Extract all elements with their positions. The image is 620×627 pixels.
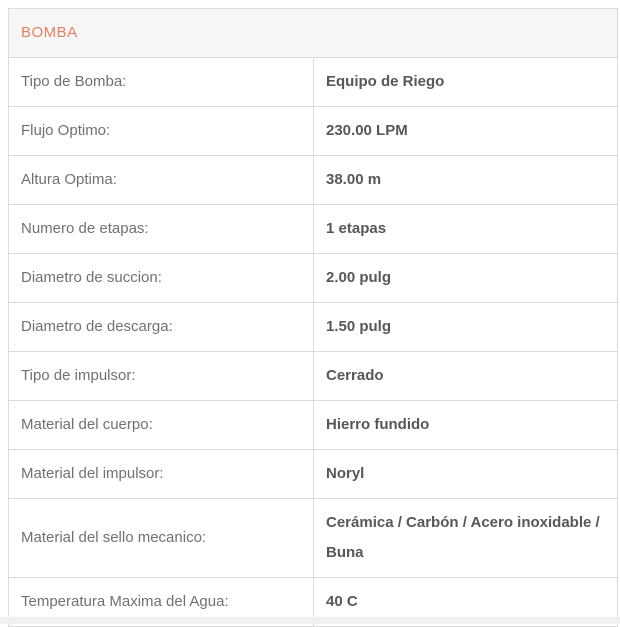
spec-value: Equipo de Riego (314, 58, 618, 107)
spec-label: Tipo de impulsor: (9, 352, 314, 401)
spec-value: 230.00 LPM (314, 107, 618, 156)
table-row (9, 303, 618, 352)
spec-value: Cerrado (314, 352, 618, 401)
spec-value: Noryl (314, 450, 618, 499)
spec-label: Material del sello mecanico: (9, 499, 314, 578)
spec-label: Diametro de descarga: (9, 303, 314, 352)
pump-spec-panel (8, 8, 617, 627)
spec-value: 40 C (314, 578, 618, 627)
table-row (9, 107, 618, 156)
table-row (9, 156, 618, 205)
spec-value: Hierro fundido (314, 401, 618, 450)
spec-label: Material del impulsor: (9, 450, 314, 499)
table-row (9, 450, 618, 499)
spec-label: Material del cuerpo: (9, 401, 314, 450)
spec-value: 1 etapas (314, 205, 618, 254)
spec-label: Altura Optima: (9, 156, 314, 205)
spec-label: Diametro de succion: (9, 254, 314, 303)
spec-value: 2.00 pulg (314, 254, 618, 303)
table-row (9, 254, 618, 303)
table-row (9, 499, 618, 578)
section-title: BOMBA (9, 9, 618, 58)
next-section-edge (0, 617, 620, 624)
spec-value: 38.00 m (314, 156, 618, 205)
spec-label: Numero de etapas: (9, 205, 314, 254)
spec-label: Flujo Optimo: (9, 107, 314, 156)
table-row (9, 401, 618, 450)
table-row (9, 352, 618, 401)
spec-label: Tipo de Bomba: (9, 58, 314, 107)
table-row (9, 205, 618, 254)
spec-value: 1.50 pulg (314, 303, 618, 352)
section-header-row (9, 9, 618, 58)
table-row (9, 58, 618, 107)
spec-value: Cerámica / Carbón / Acero inoxidable / Buna (314, 499, 618, 578)
pump-spec-table (8, 8, 618, 627)
spec-label: Temperatura Maxima del Agua: (9, 578, 314, 627)
